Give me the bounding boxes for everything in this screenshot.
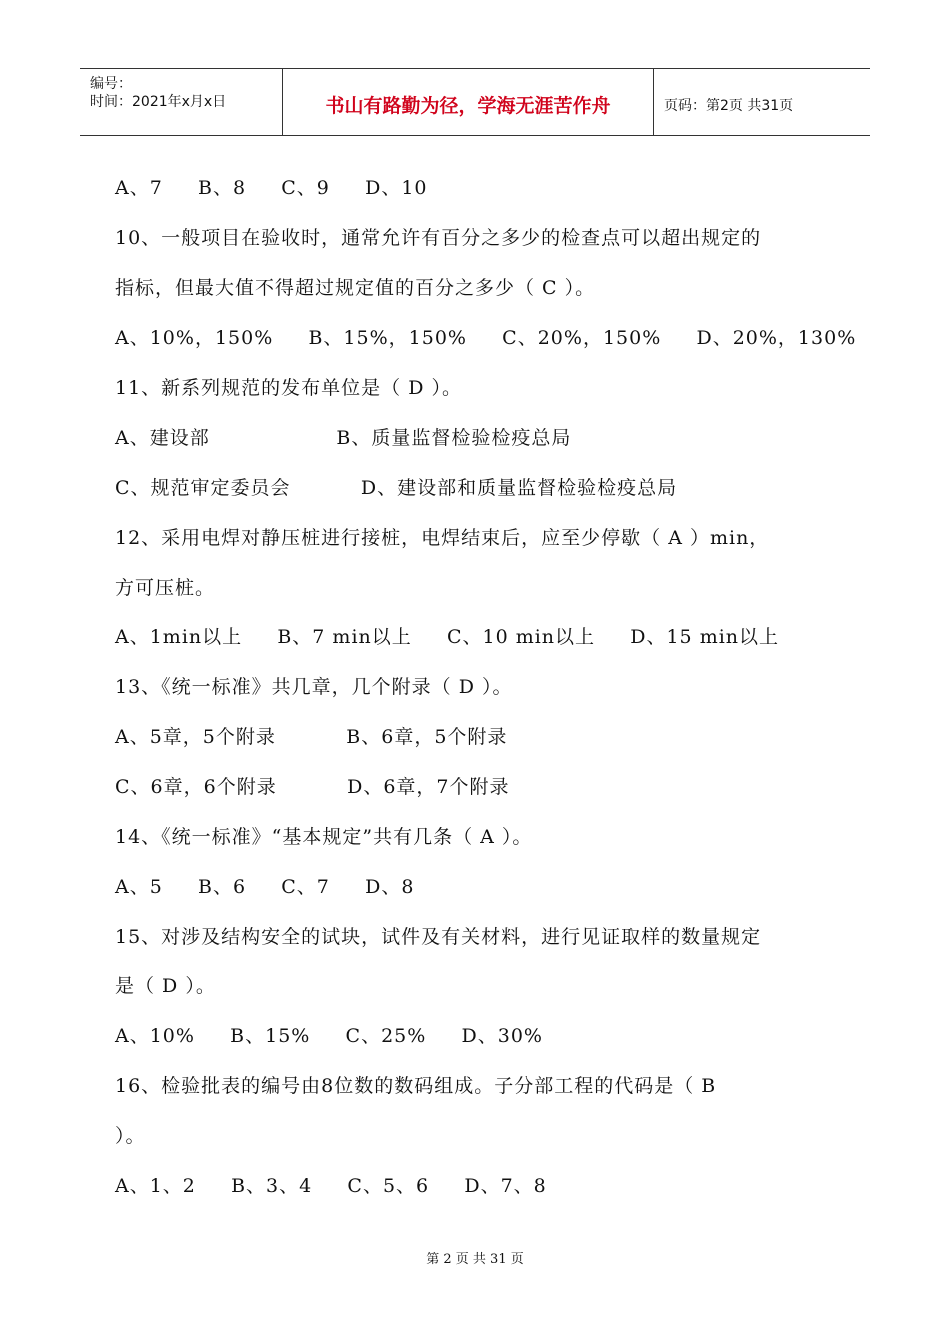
header-motto-cell [283, 69, 654, 135]
body-line: C、6章，6个附录 D、6章，7个附录 [115, 776, 510, 798]
document-date-label: 时间：2021年x月x日 [90, 94, 227, 110]
body-line: C、规范审定委员会 D、建设部和质量监督检验检疫总局 [115, 477, 678, 499]
page-footer: 第 2 页 共 31 页 [426, 1252, 524, 1267]
body-line: A、10% B、15% C、25% D、30% [115, 1025, 543, 1047]
header-meta-cell [80, 69, 283, 135]
body-line: ）。 [115, 1125, 146, 1147]
body-line: A、1、2 B、3、4 C、5、6 D、7、8 [115, 1175, 547, 1197]
body-line: A、10%，150% B、15%，150% C、20%，150% D、20%，130% [115, 327, 857, 349]
body-line: 13、《统一标准》共几章，几个附录（ D ）。 [115, 676, 513, 698]
body-line: A、1min以上 B、7 min以上 C、10 min以上 D、15 min以上 [115, 626, 780, 648]
document-number-label: 编号： [90, 76, 132, 92]
body-line: 15、对涉及结构安全的试块，试件及有关材料，进行见证取样的数量规定 [115, 926, 762, 948]
body-line: A、5章，5个附录 B、6章，5个附录 [115, 726, 508, 748]
body-line: A、建设部 B、质量监督检验检疫总局 [115, 427, 572, 449]
header-page-info: 页码：第2页 共31页 [664, 98, 794, 114]
body-line: 是（ D ）。 [115, 975, 216, 997]
header-page-cell [654, 69, 870, 135]
header-motto: 书山有路勤为径，学海无涯苦作舟 [325, 95, 611, 117]
body-line: 指标，但最大值不得超过规定值的百分之多少（ C ）。 [115, 277, 596, 299]
body-line: 10、一般项目在验收时，通常允许有百分之多少的检查点可以超出规定的 [115, 227, 762, 249]
page-header [80, 68, 870, 136]
body-line: 方可压桩。 [115, 577, 216, 599]
body-line: A、7 B、8 C、9 D、10 [115, 177, 428, 199]
body-line: 11、新系列规范的发布单位是（ D ）。 [115, 377, 462, 399]
body-line: 16、检验批表的编号由8位数的数码组成。子分部工程的代码是（ B [115, 1075, 717, 1097]
body-line: 14、《统一标准》“基本规定”共有几条（ A ）。 [115, 826, 533, 848]
body-line: 12、采用电焊对静压桩进行接桩，电焊结束后，应至少停歇（ A ）min， [115, 527, 770, 549]
body-line: A、5 B、6 C、7 D、8 [115, 876, 415, 898]
